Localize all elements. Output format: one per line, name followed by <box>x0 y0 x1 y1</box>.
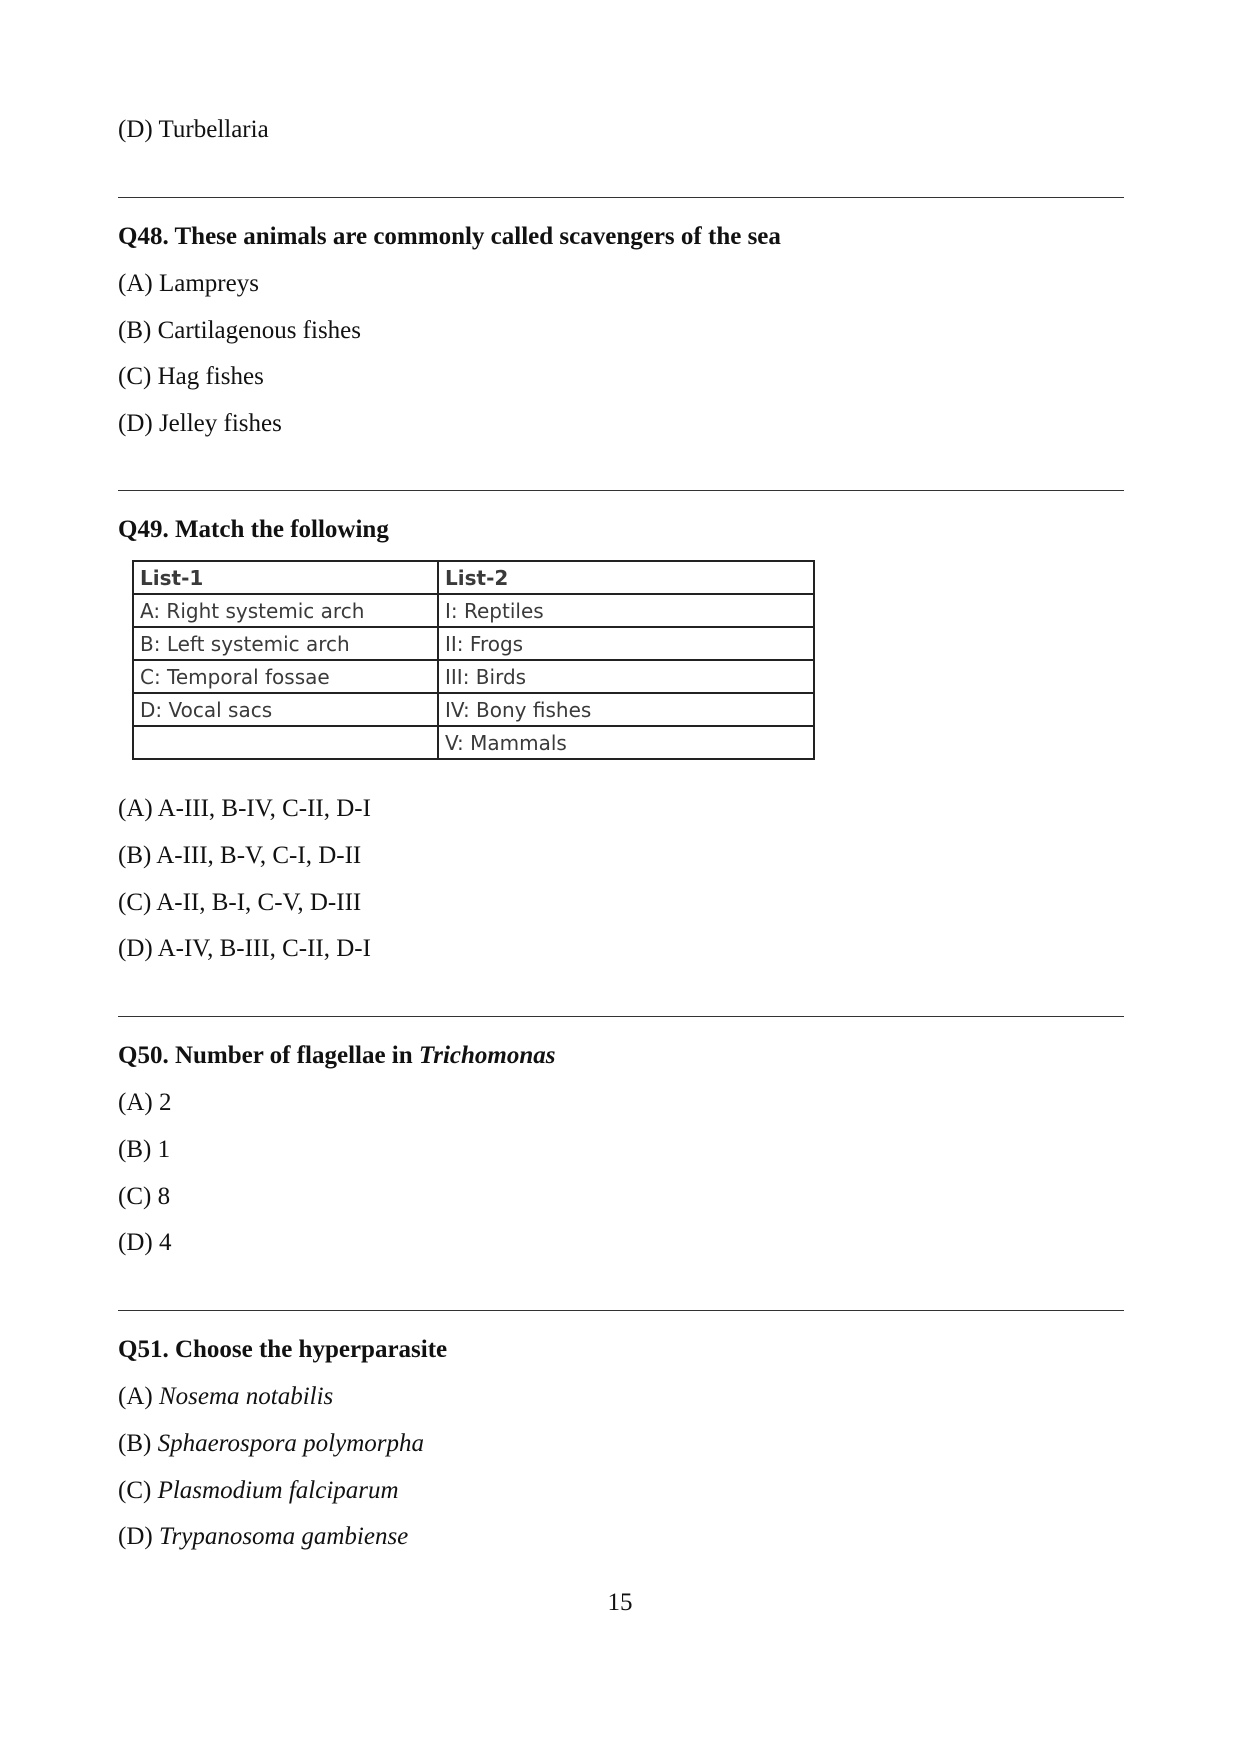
table-row <box>133 693 814 726</box>
page-number: 15 <box>607 1589 633 1616</box>
species-name: Sphaerospora polymorpha <box>157 1430 425 1457</box>
q51-title: Q51. Choose the hyperparasite <box>118 1336 448 1363</box>
q49-option-a: (A) A-III, B-IV, C-II, D-I <box>118 795 371 822</box>
table-row <box>133 594 814 627</box>
table-header-row <box>133 561 814 594</box>
species-name: Plasmodium falciparum <box>157 1477 399 1504</box>
q50-option-d: (D) 4 <box>118 1229 172 1256</box>
q50-title <box>118 1041 556 1071</box>
q50-option-a: (A) 2 <box>118 1089 172 1116</box>
prev-question-option-d: (D) Turbellaria <box>118 116 269 143</box>
list-2-cell: II: Frogs <box>438 627 814 660</box>
q48-title: Q48. These animals are commonly called scavengers of the sea <box>118 223 781 250</box>
q48-option-d: (D) Jelley fishes <box>118 410 282 437</box>
species-name: Nosema notabilis <box>158 1383 334 1410</box>
option-label: (C) <box>118 1477 158 1504</box>
list-1-cell: D: Vocal sacs <box>133 693 438 726</box>
separator <box>118 1016 1124 1017</box>
list-1-cell <box>133 726 438 759</box>
q50-title-text: Q50. Number of flagellae in <box>118 1042 419 1069</box>
separator <box>118 197 1124 198</box>
q51-option-a <box>118 1382 333 1412</box>
list-2-cell: IV: Bony fishes <box>438 693 814 726</box>
q49-option-c: (C) A-II, B-I, C-V, D-III <box>118 889 362 916</box>
list-1-cell: C: Temporal fossae <box>133 660 438 693</box>
q50-option-b: (B) 1 <box>118 1136 171 1163</box>
separator <box>118 1310 1124 1311</box>
option-label: (A) <box>118 1383 159 1410</box>
match-table <box>132 560 815 760</box>
option-label: (B) <box>118 1430 158 1457</box>
q51-option-b <box>118 1429 424 1459</box>
separator <box>118 490 1124 491</box>
q49-title: Q49. Match the following <box>118 516 389 543</box>
list-2-cell: I: Reptiles <box>438 594 814 627</box>
q49-option-d: (D) A-IV, B-III, C-II, D-I <box>118 935 371 962</box>
q49-option-b: (B) A-III, B-V, C-I, D-II <box>118 842 362 869</box>
q48-option-a: (A) Lampreys <box>118 270 259 297</box>
list-2-cell: V: Mammals <box>438 726 814 759</box>
table-row <box>133 627 814 660</box>
list-2-cell: III: Birds <box>438 660 814 693</box>
q50-title-genus: Trichomonas <box>418 1042 556 1069</box>
q51-option-c <box>118 1476 399 1506</box>
list-2-header: List-2 <box>438 561 814 594</box>
q51-option-d <box>118 1522 408 1552</box>
option-label: (D) <box>118 1523 159 1550</box>
table-row <box>133 660 814 693</box>
list-1-cell: A: Right systemic arch <box>133 594 438 627</box>
q50-option-c: (C) 8 <box>118 1183 171 1210</box>
list-1-cell: B: Left systemic arch <box>133 627 438 660</box>
table-row <box>133 726 814 759</box>
q48-option-c: (C) Hag fishes <box>118 363 264 390</box>
q48-option-b: (B) Cartilagenous fishes <box>118 317 362 344</box>
species-name: Trypanosoma gambiense <box>158 1523 409 1550</box>
list-1-header: List-1 <box>133 561 438 594</box>
